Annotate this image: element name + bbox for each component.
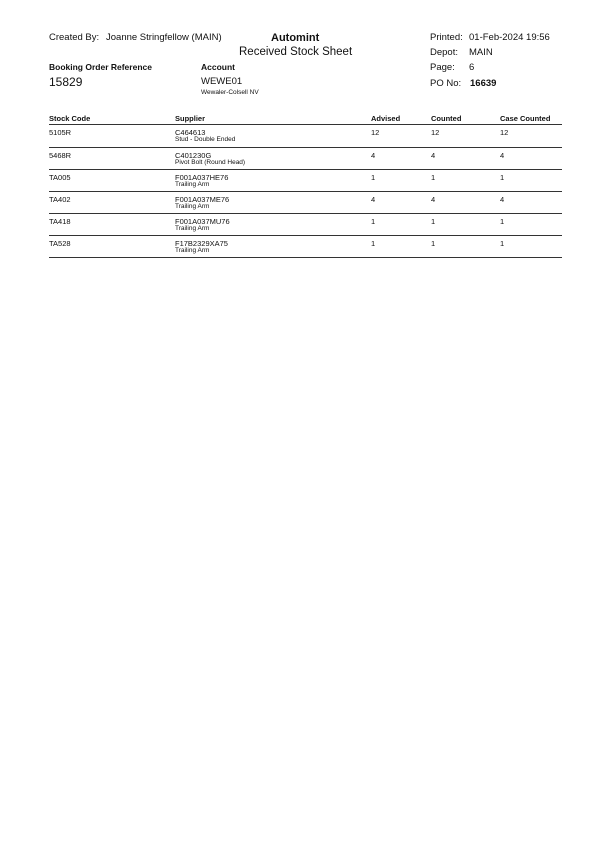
counted-qty: 4 (431, 151, 436, 160)
row-divider (49, 147, 562, 148)
depot-label: Depot: (430, 47, 458, 58)
supplier-code: F001A037ME76 (175, 195, 230, 204)
stock-code: 5105R (49, 128, 72, 137)
item-description: Pivot Bolt (Round Head) (175, 159, 246, 166)
item-description: Trailing Arm (175, 181, 210, 188)
supplier-code: F001A037MU76 (175, 217, 230, 226)
case-counted-qty: 1 (500, 239, 505, 248)
supplier-code: C464613 (175, 128, 206, 137)
advised-qty: 1 (371, 173, 376, 182)
case-counted-qty: 4 (500, 151, 505, 160)
account-label: Account (201, 62, 235, 72)
account-code: WEWE01 (201, 76, 243, 87)
row-divider (49, 213, 562, 214)
case-counted-qty: 1 (500, 217, 505, 226)
case-counted-qty: 12 (500, 128, 509, 137)
row-divider (49, 169, 562, 170)
item-description: Trailing Arm (175, 225, 210, 232)
item-description: Trailing Arm (175, 247, 210, 254)
stock-code: TA402 (49, 195, 71, 204)
advised-qty: 12 (371, 128, 380, 137)
advised-qty: 1 (371, 239, 376, 248)
created-by-label: Created By: (49, 32, 100, 43)
po-label: PO No: (430, 78, 462, 89)
item-description: Stud - Double Ended (175, 136, 236, 143)
supplier-code: F001A037HE76 (175, 173, 229, 182)
column-header-counted: Counted (431, 114, 462, 123)
account-name: Wewaler-Colsell NV (201, 89, 259, 96)
column-header-stock-code: Stock Code (49, 114, 91, 123)
row-divider (49, 235, 562, 236)
report-title: Received Stock Sheet (239, 46, 353, 58)
printed-label: Printed: (430, 32, 463, 43)
case-counted-qty: 4 (500, 195, 505, 204)
supplier-code: C401230G (175, 151, 212, 160)
supplier-code: F17B2329XA75 (175, 239, 228, 248)
depot-value: MAIN (469, 47, 493, 58)
column-header-supplier: Supplier (175, 114, 206, 123)
stock-code: 5468R (49, 151, 72, 160)
counted-qty: 1 (431, 239, 436, 248)
advised-qty: 1 (371, 217, 376, 226)
booking-ref-value: 15829 (49, 75, 83, 89)
booking-ref-label: Booking Order Reference (49, 62, 152, 72)
stock-code: TA005 (49, 173, 71, 182)
header-divider (49, 124, 562, 125)
stock-code: TA418 (49, 217, 71, 226)
stock-code: TA528 (49, 239, 71, 248)
printed-value: 01-Feb-2024 19:56 (469, 32, 550, 43)
page-label: Page: (430, 62, 455, 73)
counted-qty: 1 (431, 173, 436, 182)
page-value: 6 (469, 62, 475, 73)
item-description: Trailing Arm (175, 203, 210, 210)
case-counted-qty: 1 (500, 173, 505, 182)
row-divider (49, 257, 562, 258)
company-name: Automint (271, 32, 320, 44)
counted-qty: 1 (431, 217, 436, 226)
advised-qty: 4 (371, 151, 376, 160)
created-by-value: Joanne Stringfellow (MAIN) (106, 32, 222, 43)
row-divider (49, 191, 562, 192)
counted-qty: 4 (431, 195, 436, 204)
po-value: 16639 (470, 78, 497, 89)
column-header-case-counted: Case Counted (500, 114, 551, 123)
advised-qty: 4 (371, 195, 376, 204)
counted-qty: 12 (431, 128, 440, 137)
column-header-advised: Advised (371, 114, 401, 123)
